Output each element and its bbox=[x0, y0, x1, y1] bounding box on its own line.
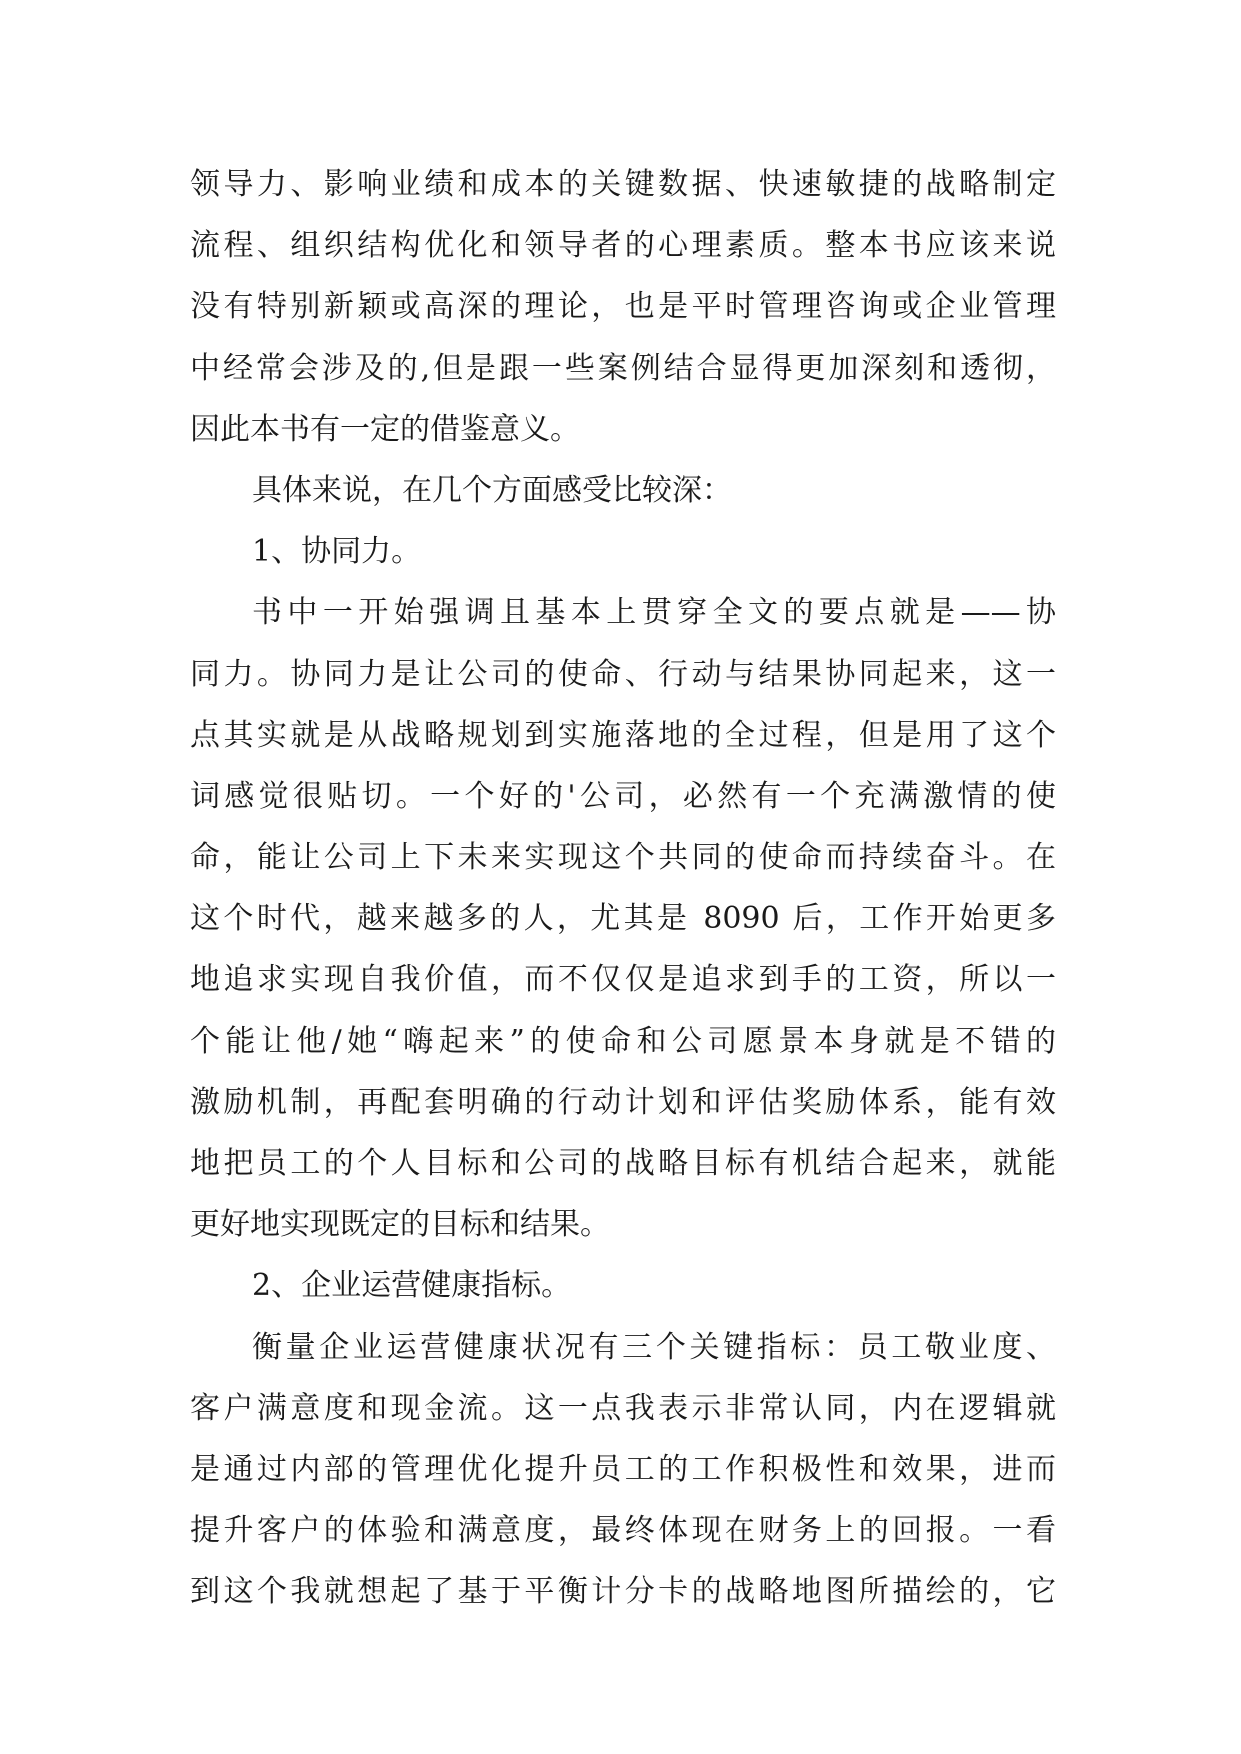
text-line: 2、企业运营健康指标。 bbox=[252, 1268, 572, 1304]
text-line: 具体来说，在几个方面感受比较深： bbox=[252, 472, 732, 508]
text-line: 地把员工的个人目标和公司的战略目标有机结合起来，就能 bbox=[190, 1146, 1056, 1181]
text-line: 因此本书有一定的借鉴意义。 bbox=[190, 411, 580, 447]
text-line: 这个时代，越来越多的人，尤其是 8090 后，工作开始更多 bbox=[190, 901, 1056, 937]
text-line: 命，能让公司上下未来实现这个共同的使命而持续奋斗。在 bbox=[190, 840, 1056, 876]
text-line: 更好地实现既定的目标和结果。 bbox=[190, 1207, 610, 1243]
body-text bbox=[190, 154, 1056, 1623]
text-line: 激励机制，再配套明确的行动计划和评估奖励体系，能有效 bbox=[190, 1084, 1056, 1120]
text-line: 客户满意度和现金流。这一点我表示非常认同，内在逻辑就 bbox=[190, 1390, 1056, 1426]
text-line: 地追求实现自我价值，而不仅仅是追求到手的工资，所以一 bbox=[190, 962, 1056, 998]
text-line: 是通过内部的管理优化提升员工的工作积极性和效果，进而 bbox=[190, 1451, 1056, 1487]
text-line: 点其实就是从战略规划到实施落地的全过程，但是用了这个 bbox=[190, 717, 1056, 753]
text-line: 书中一开始强调且基本上贯穿全文的要点就是——协 bbox=[252, 595, 1056, 631]
text-line: 没有特别新颖或高深的理论，也是平时管理咨询或企业管理 bbox=[190, 289, 1056, 325]
text-line: 中经常会涉及的,但是跟一些案例结合显得更加深刻和透彻， bbox=[190, 350, 1056, 386]
text-line: 衡量企业运营健康状况有三个关键指标：员工敬业度、 bbox=[252, 1329, 1056, 1365]
text-line: 提升客户的体验和满意度，最终体现在财务上的回报。一看 bbox=[190, 1513, 1056, 1549]
text-line: 流程、组织结构优化和领导者的心理素质。整本书应该来说 bbox=[190, 228, 1056, 264]
text-line: 到这个我就想起了基于平衡计分卡的战略地图所描绘的，它 bbox=[190, 1574, 1056, 1610]
text-line: 同力。协同力是让公司的使命、行动与结果协同起来，这一 bbox=[190, 656, 1056, 692]
text-line: 1、协同力。 bbox=[252, 534, 422, 570]
text-line: 领导力、影响业绩和成本的关键数据、快速敏捷的战略制定 bbox=[190, 167, 1056, 202]
text-line: 词感觉很贴切。一个好的'公司，必然有一个充满激情的使 bbox=[190, 778, 1056, 814]
text-line: 个能让他/她“嗨起来”的使命和公司愿景本身就是不错的 bbox=[190, 1023, 1056, 1059]
